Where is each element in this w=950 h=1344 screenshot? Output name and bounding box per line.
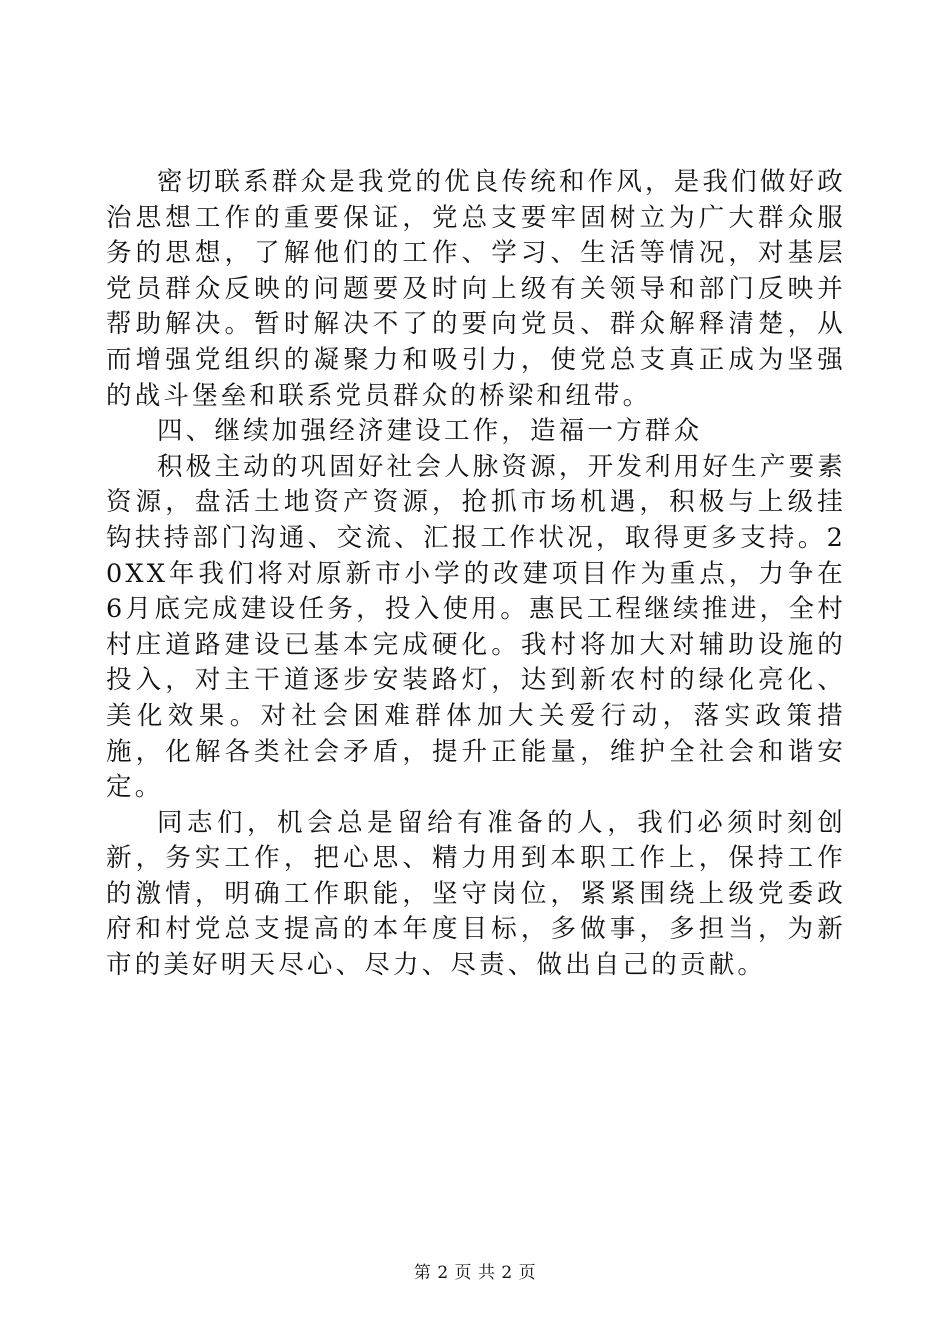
paragraph-closing-remarks: 同志们，机会总是留给有准备的人，我们必须时刻创新，务实工作，把心思、精力用到本职工作上，保持工作的激情，明确工作职能，坚守岗位，紧紧围绕上级党委政府和村党总支提高的本年度目标，多做事，多担当，为新市的美好明天尽心、尽力、尽责、做出自己的贡献。 <box>106 807 846 981</box>
page-number-footer: 第 2 页 共 2 页 <box>413 1263 537 1283</box>
paragraph-economic-work: 积极主动的巩固好社会人脉资源，开发利用好生产要素资源，盘活土地资产资源，抢抓市场机遇，积极与上级挂钩扶持部门沟通、交流、汇报工作状况，取得更多支持。20XX年我们将对原新市小学的改建项目作为重点，力争在6月底完成建设任务，投入使用。惠民工程继续推进，全村村庄道路建设已基本完成硬化。我村将加大对辅助设施的投入，对主干道逐步安装路灯，达到新农村的绿化亮化、美化效果。对社会困难群体加大关爱行动，落实政策措施，化解各类社会矛盾，提升正能量，维护全社会和谐安定。 <box>106 451 846 803</box>
paragraph-contact-masses: 密切联系群众是我党的优良传统和作风，是我们做好政治思想工作的重要保证，党总支要牢固树立为广大群众服务的思想，了解他们的工作、学习、生活等情况，对基层党员群众反映的问题要及时向上级有关领导和部门反映并帮助解决。暂时解决不了的要向党员、群众解释清楚，从而增强党组织的凝聚力和吸引力，使党总支真正成为坚强的战斗堡垒和联系党员群众的桥梁和纽带。 <box>106 167 846 411</box>
document-body <box>106 165 846 984</box>
section-heading-economic-construction: 四、继续加强经济建设工作，造福一方群众 <box>157 416 703 447</box>
